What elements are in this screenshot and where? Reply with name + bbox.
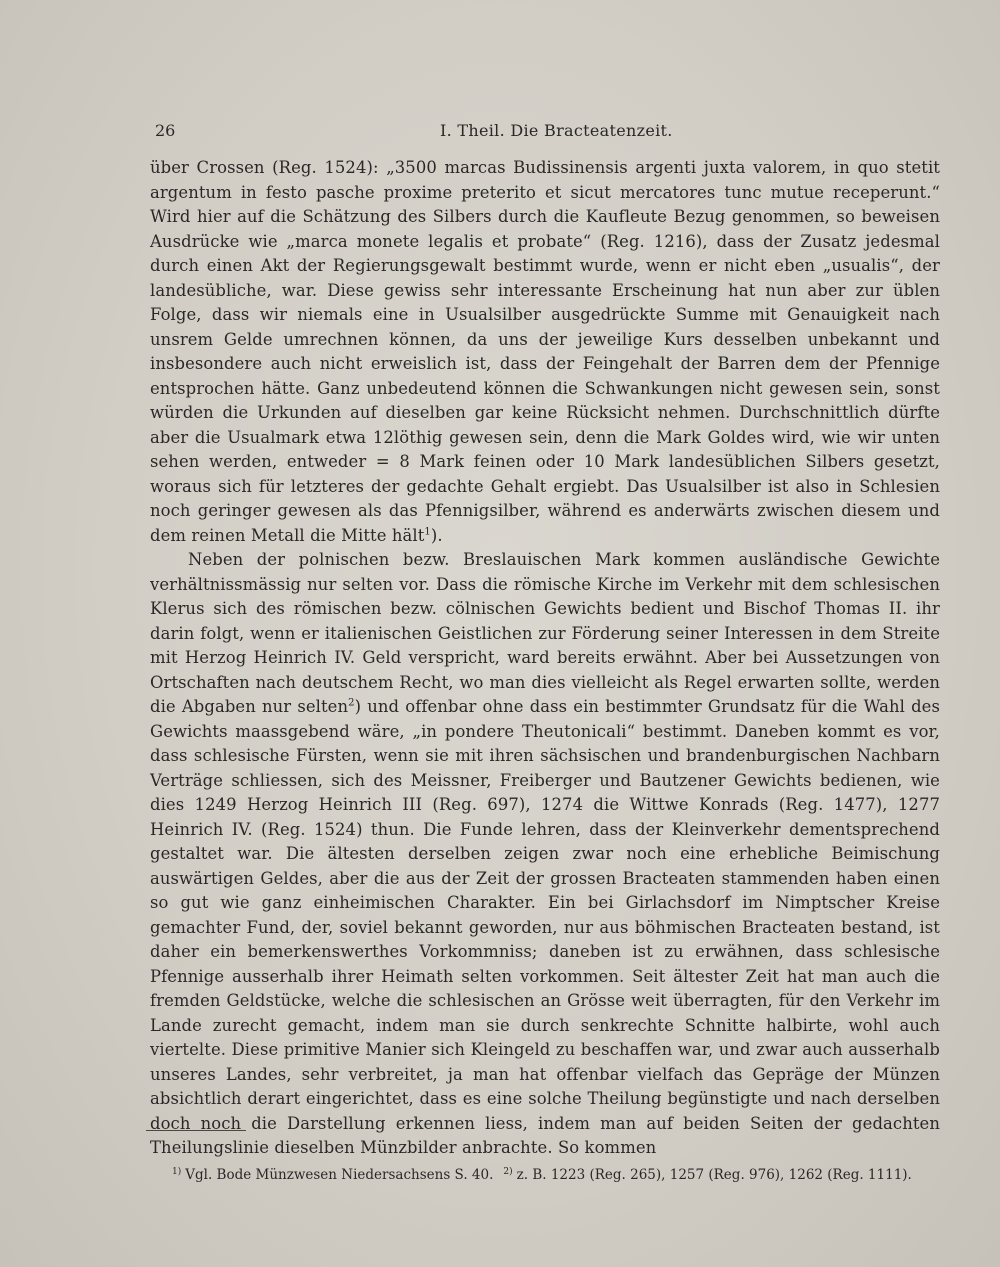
footnotes [172, 1166, 932, 1184]
footnote-ref-1: 1 [424, 526, 431, 538]
paragraph-2 [150, 548, 940, 1161]
footnote-1-text: Vgl. Bode Münzwesen Niedersachsens S. 40. [185, 1167, 494, 1183]
footnote-2-text: z. B. 1223 (Reg. 265), 1257 (Reg. 976), 1262 (Reg. 1111). [516, 1167, 912, 1183]
running-title: I. Theil. Die Bracteatenzeit. [440, 121, 673, 140]
paragraph-1-text: über Crossen (Reg. 1524): „3500 marcas Budissinensis argenti juxta valorem, in quo stetit argentum in festo pasche proxime preterito et sicut mercatores tunc mutue receperunt.“ Wird hier auf die Schätzung des Silbers durch die Kaufleute Bezug genommen, so beweisen Ausdrücke wie „marca monete legalis et probate“ (Reg. 1216), dass der Zusatz jedesmal durch einen Akt der Regierungsgewalt bestimmt wurde, wenn er nicht eben „usualis“, der landesübliche, war. Diese gewiss sehr interessante Erscheinung hat nun aber zur üblen Folge, dass wir niemals eine in Usualsilber ausgedrückte Summe mit Genauigkeit nach unsrem Gelde umrechnen können, da uns der jeweilige Kurs desselben unbekannt und insbesondere auch nicht erweislich ist, dass der Feingehalt der Barren dem der Pfennige entsprochen hätte. Ganz unbedeutend können die Schwankungen nicht gewesen sein, sonst würden die Urkunden auf dieselben gar keine Rücksicht nehmen. Durchschnittlich dürfte aber die Usualmark etwa 12löthig gewesen sein, denn die Mark Goldes wird, wie wir unten sehen werden, entweder = 8 Mark feinen oder 10 Mark landesüblichen Silbers gesetzt, woraus sich für letzteres der gedachte Gehalt ergiebt. Das Usualsilber ist also in Schlesien noch geringer gewesen als das Pfennigsilber, während es anderwärts zwischen diesem und dem reinen Metall die Mitte hält [150, 158, 940, 545]
footnote-ref-2: 2 [348, 697, 355, 709]
footnote-2-marker: 2) [503, 1166, 513, 1177]
paragraph-2-text-b: ) und offenbar ohne dass ein bestimmter Grundsatz für die Wahl des Gewichts maassgebend wäre, „in pondere Theutonicali“ bestimmt. Daneben kommt es vor, dass schlesische Fürsten, wenn sie mit ihren sächsischen und brandenburgischen Nachbarn Verträge schliessen, sich des Meissner, Freiberger und Bautzener Gewichts bedienen, wie dies 1249 Herzog Heinrich III (Reg. 697), 1274 die Wittwe Konrads (Reg. 1477), 1277 Heinrich IV. (Reg. 1524) thun. Die Funde lehren, dass der Kleinverkehr dementsprechend gestaltet war. Die ältesten derselben zeigen zwar noch eine erhebliche Beimischung auswärtigen Geldes, aber die aus der Zeit der grossen Bracteaten stammenden haben einen so gut wie ganz einheimischen Charakter. Ein bei Girlachsdorf im Nimptscher Kreise gemachter Fund, der, soviel bekannt geworden, nur aus böhmischen Bracteaten bestand, ist daher ein bemerkenswerthes Vorkommniss; daneben ist zu erwähnen, dass schlesische Pfennige ausserhalb ihrer Heimath selten vorkommen. Seit ältester Zeit hat man auch die fremden Geldstücke, welche die schlesischen an Grösse weit überragten, für den Verkehr im Lande zurecht gemacht, indem man sie durch senkrechte Schnitte halbirte, wohl auch viertelte. Diese primitive Manier sich Kleingeld zu beschaffen war, und zwar auch ausserhalb unseres Landes, sehr verbreitet, ja man hat offenbar vielfach das Gepräge der Münzen absichtlich derart eingerichtet, dass es eine solche Theilung begünstigte und nach derselben doch noch die Darstellung erkennen liess, indem man auf beiden Seiten der gedachten Theilungslinie dieselben Münzbilder anbrachte. So kommen [150, 697, 940, 1157]
page-number: 26 [155, 121, 176, 140]
running-head [155, 121, 945, 145]
footnote-divider [146, 1130, 246, 1131]
body-text [150, 156, 940, 1161]
paragraph-1-end: ). [430, 525, 443, 545]
paragraph-1 [150, 156, 940, 548]
paragraph-2-text-a: Neben der polnischen bezw. Breslauischen Mark kommen ausländische Gewichte verhältnissmässig nur selten vor. Dass die römische Kirche im Verkehr mit dem schlesischen Klerus sich des römischen bezw. cölnischen Gewichts bedient und Bischof Thomas II. ihr darin folgt, wenn er italienischen Geistlichen zur Förderung seiner Interessen in dem Streite mit Herzog Heinrich IV. Geld verspricht, ward bereits erwähnt. Aber bei Aussetzungen von Ortschaften nach deutschem Recht, wo man dies vielleicht als Regel erwarten sollte, werden die Abgaben nur selten [150, 550, 940, 716]
footnote-1-marker: 1) [172, 1166, 182, 1177]
